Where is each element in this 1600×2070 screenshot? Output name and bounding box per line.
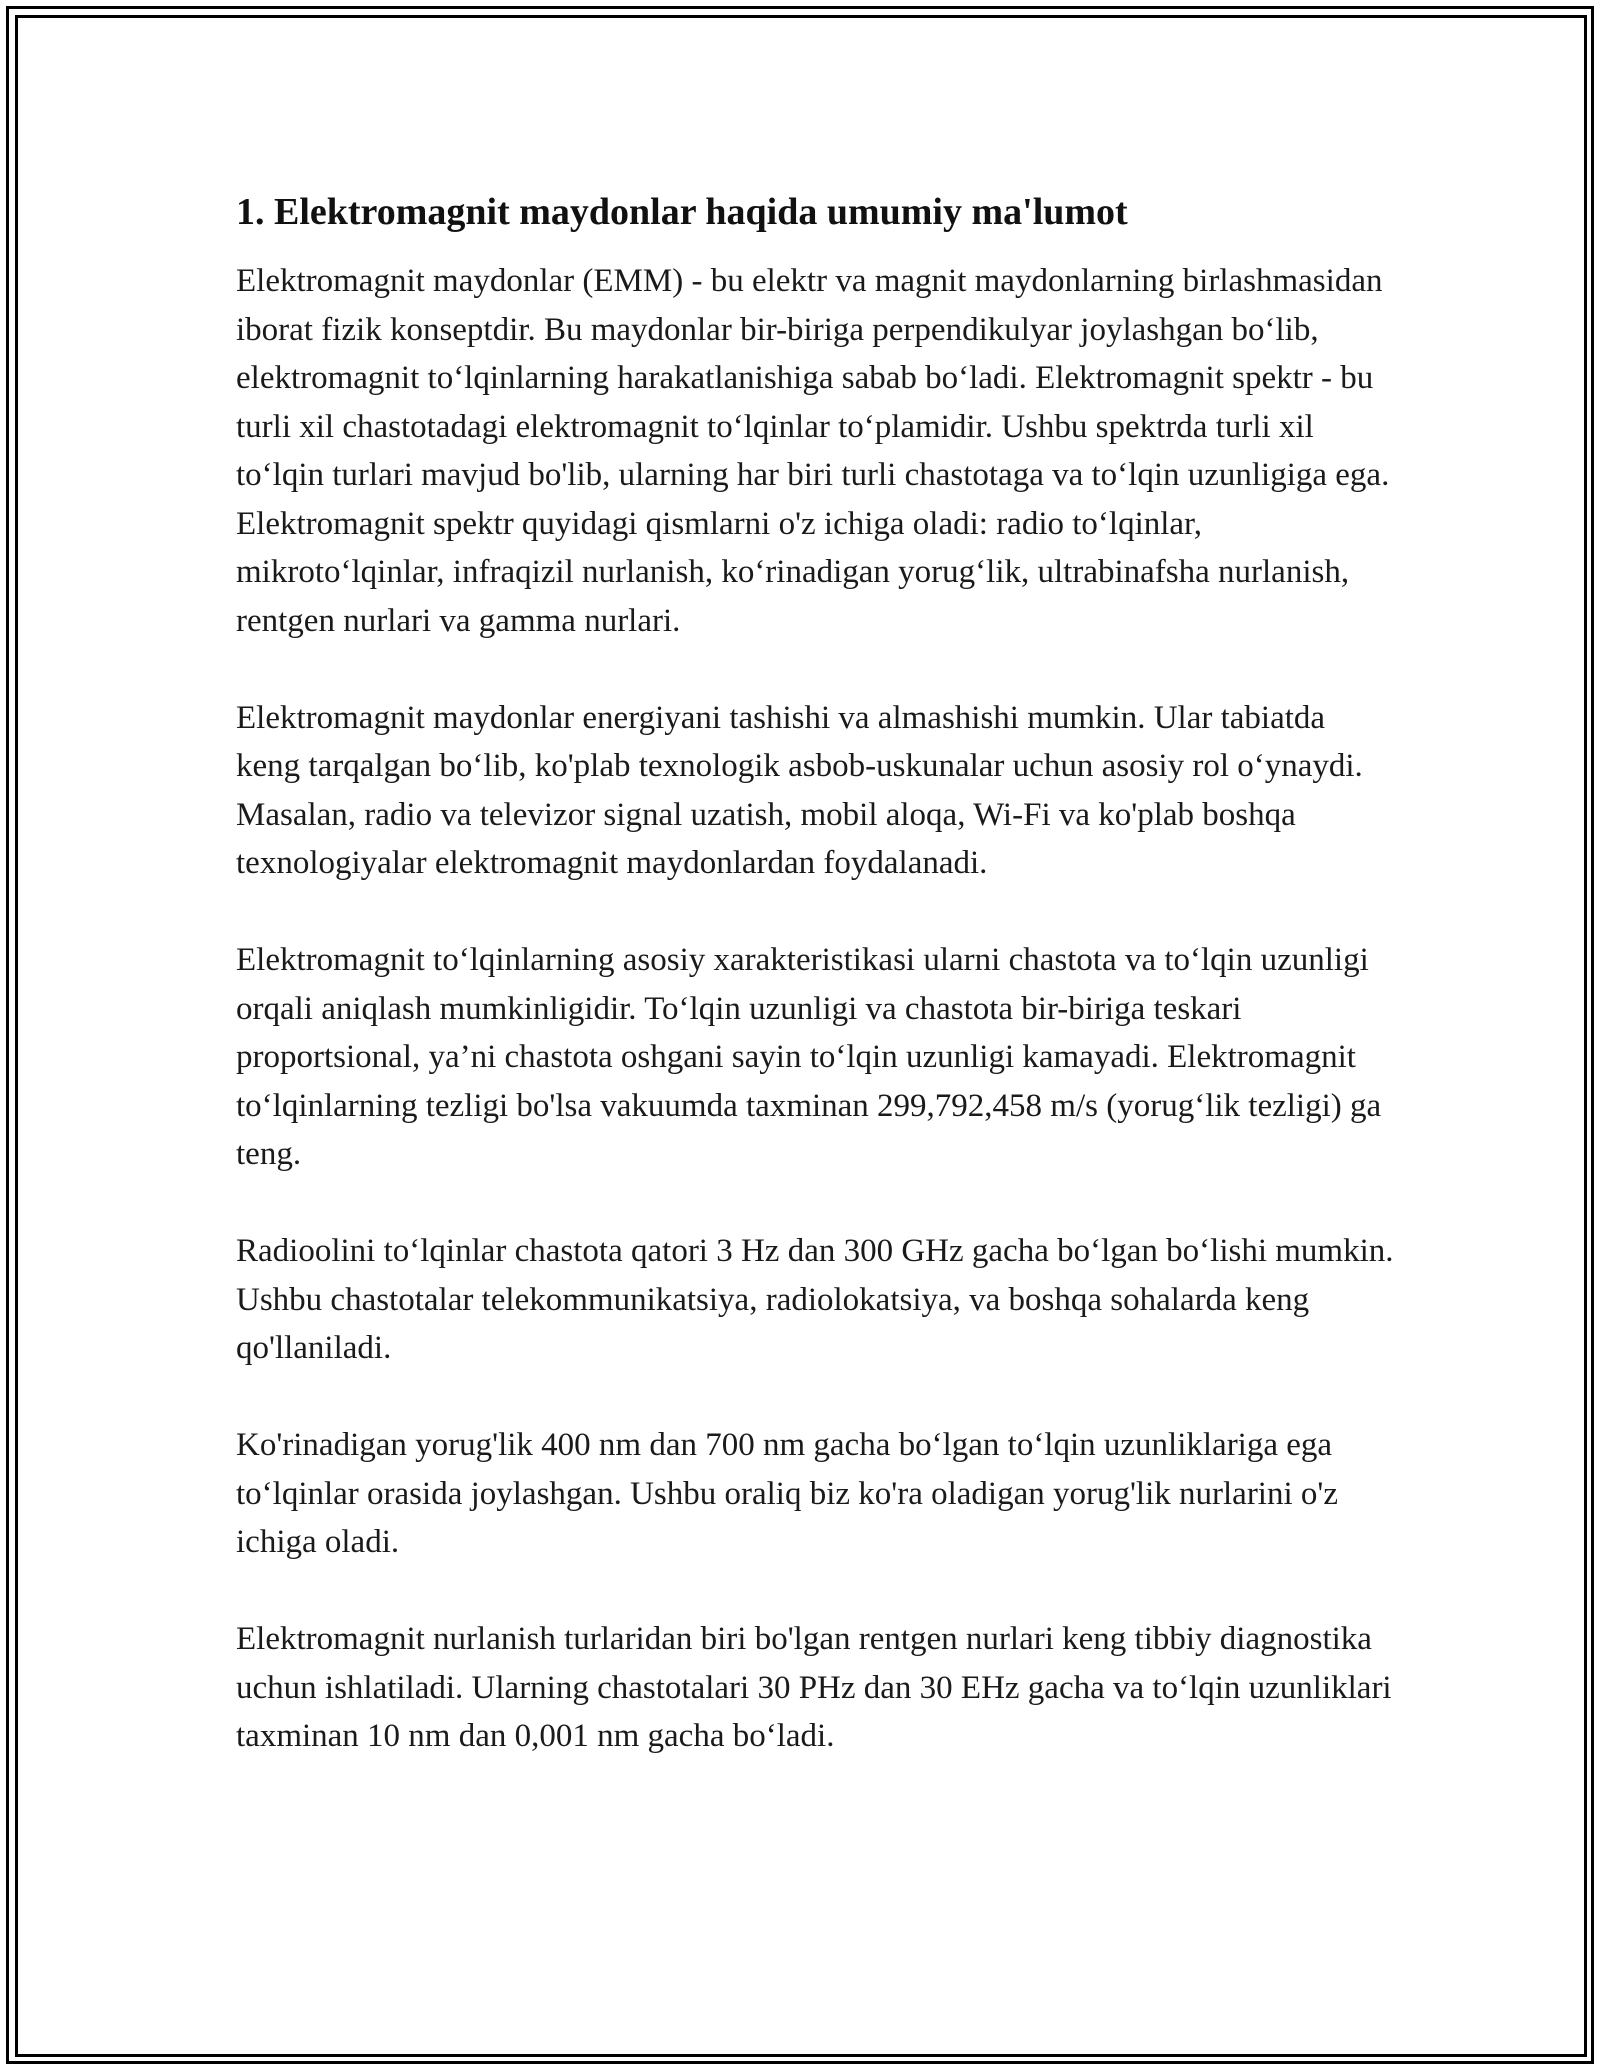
paragraph-x-rays: Elektromagnit nurlanish turlaridan biri bo'lgan rentgen nurlari keng tibbiy diagnostika uchun ishlatiladi. Ularning chastotalari 30 PHz dan 30 EHz gacha va to‘lqin uzunliklari taxminan 10 nm dan 0,001 nm gacha bo‘ladi.: [236, 1621, 1392, 1754]
section-heading: 1. Elektromagnit maydonlar haqida umumiy ma'lumot: [236, 191, 1128, 233]
paragraph-emm-definition: Elektromagnit maydonlar (EMM) - bu elektr va magnit maydonlarning birlashmasidan iborat fizik konseptdir. Bu maydonlar bir-biriga perpendikulyar joylashgan bo‘lib, elektromagnit to‘lqinlarning harakatlanishiga sabab bo‘ladi. Elektromagnit spektr - bu turli xil chastotadagi elektromagnit to‘lqinlar to‘plamidir. Ushbu spektrda turli xil to‘lqin turlari mavjud bo'lib, ularning har biri turli chastotaga va to‘lqin uzunligiga ega. Elektromagnit spektr quyidagi qismlarni o'z ichiga oladi: radio to‘lqinlar, mikroto‘lqinlar, infraqizil nurlanish, ko‘rinadigan yorug‘lik, ultrabinafsha nurlanish, rentgen nurlari va gamma nurlari.: [236, 263, 1390, 639]
document-body: [236, 188, 1396, 1809]
paragraph-radio-waves: Radioolini to‘lqinlar chastota qatori 3 Hz dan 300 GHz gacha bo‘lgan bo‘lishi mumkin. Ushbu chastotalar telekommunikatsiya, radiolokatsiya, va boshqa sohalarda keng qo'llaniladi.: [236, 1233, 1394, 1366]
paragraph-visible-light: Ko'rinadigan yorug'lik 400 nm dan 700 nm gacha bo‘lgan to‘lqin uzunliklariga ega to‘lqinlar orasida joylashgan. Ushbu oraliq biz ko'ra oladigan yorug'lik nurlarini o'z ichiga oladi.: [236, 1427, 1338, 1560]
paragraph-wave-characteristics: Elektromagnit to‘lqinlarning asosiy xarakteristikasi ularni chastota va to‘lqin uzunligi orqali aniqlash mumkinligidir. To‘lqin uzunligi va chastota bir-biriga teskari proportsional, ya’ni chastota oshgani sayin to‘lqin uzunligi kamayadi. Elektromagnit to‘lqinlarning tezligi bo'lsa vakuumda taxminan 299,792,458 m/s (yorug‘lik tezligi) ga teng.: [236, 942, 1382, 1172]
paragraph-energy-transfer: Elektromagnit maydonlar energiyani tashishi va almashishi mumkin. Ular tabiatda keng tarqalgan bo‘lib, ko'plab texnologik asbob-uskunalar uchun asosiy rol o‘ynaydi. Masalan, radio va televizor signal uzatish, mobil aloqa, Wi-Fi va ko'plab boshqa texnologiyalar elektromagnit maydonlardan foydalanadi.: [236, 699, 1363, 881]
